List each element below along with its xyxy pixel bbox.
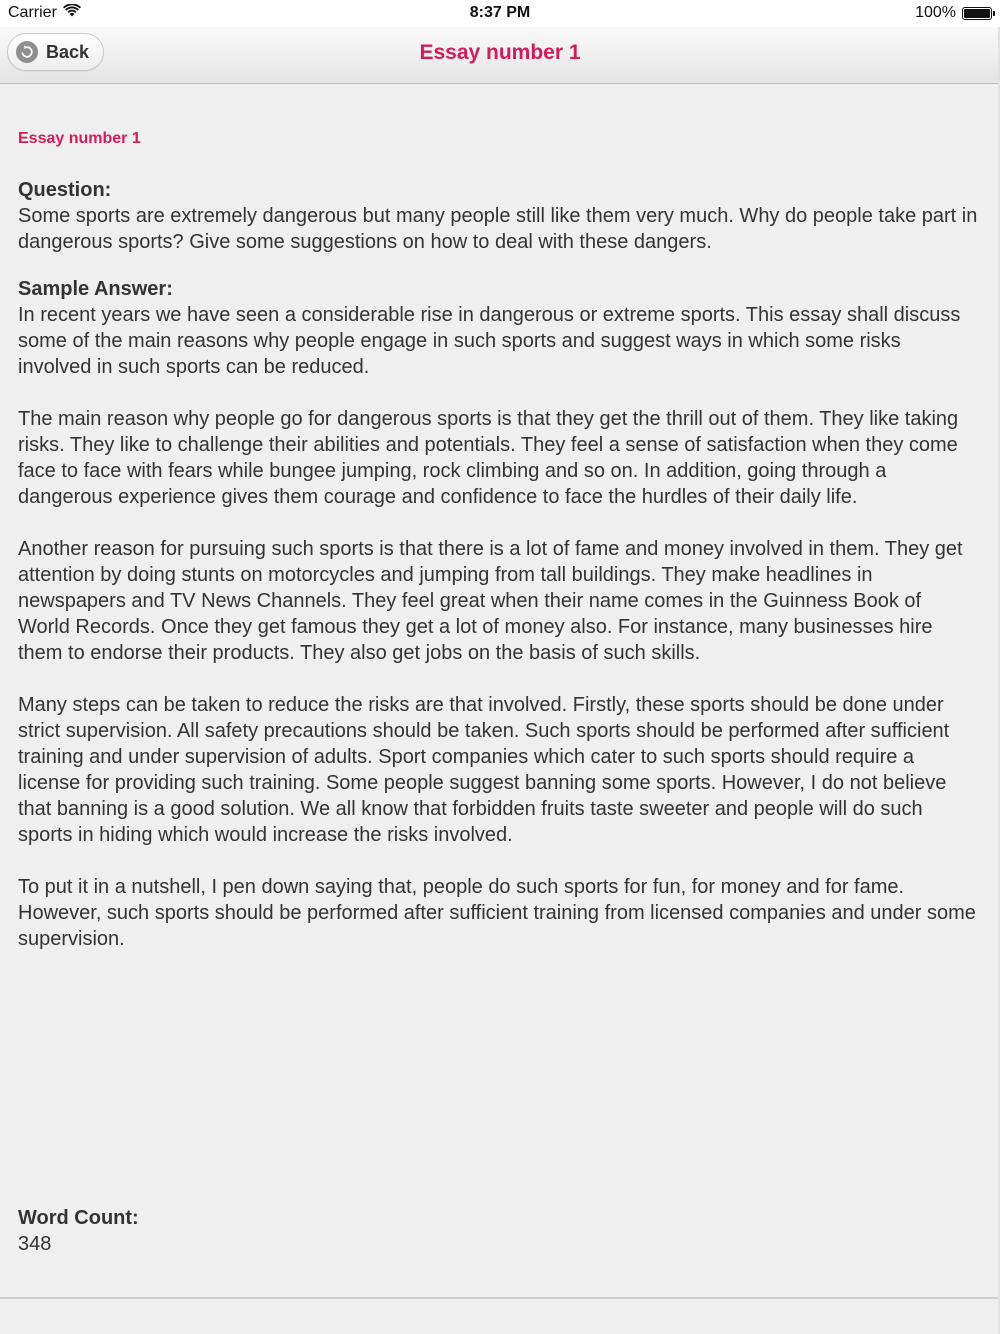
answer-block (18, 276, 978, 952)
battery-percent: 100% (915, 4, 956, 21)
essay-content (18, 130, 978, 978)
navigation-bar (0, 27, 1000, 84)
battery-icon (962, 7, 992, 20)
word-count-heading: Word Count: (18, 1207, 139, 1229)
answer-paragraph: In recent years we have seen a considerable rise in dangerous or extreme sports. This essay shall discuss some of the main reasons why people engage in such sports and suggest ways in which some risks involved in such sports can be reduced. (18, 304, 961, 378)
word-count-value: 348 (18, 1233, 52, 1255)
answer-heading: Sample Answer: (18, 278, 173, 300)
status-right (915, 4, 992, 22)
answer-paragraph: The main reason why people go for dangerous sports is that they get the thrill out of them. They like taking risks. They like to challenge their abilities and potentials. They feel a sense of satisfaction when they come face to face with fears while bungee jumping, rock climbing and so on. In addition, going through a dangerous experience gives them courage and confidence to face the hurdles of their daily life. (18, 408, 959, 508)
page-title: Essay number 1 (419, 41, 581, 64)
question-block (18, 177, 978, 255)
bottom-divider (0, 1297, 1000, 1299)
question-text: Some sports are extremely dangerous but many people still like them very much. Why do people take part in dangerous sports? Give some suggestions on how to deal with these dangers. (18, 205, 978, 253)
answer-paragraph: Another reason for pursuing such sports is that there is a lot of fame and money involved in them. They get attention by doing stunts on motorcycles and jumping from tall buildings. They make headlines in newspapers and TV News Channels. They feel great when their name comes in the Guinness Book of World Records. Once they get famous they get a lot of money also. For instance, many businesses hire them to endorse their products. They also get jobs on the basis of such skills. (18, 538, 963, 664)
answer-paragraph: Many steps can be taken to reduce the risks are that involved. Firstly, these sports should be done under strict supervision. All safety precautions should be taken. Such sports should be performed after sufficient training and under supervision of adults. Sport companies which cater to such sports should require a license for providing such training. Some people suggest banning some sports. However, I do not believe that banning is a good solution. We all know that forbidden fruits taste sweeter and people will do such sports in hiding which would increase the risks involved. (18, 694, 950, 846)
back-button-label: Back (46, 41, 90, 62)
question-heading: Question: (18, 179, 112, 201)
answer-paragraph: To put it in a nutshell, I pen down saying that, people do such sports for fun, for money and for fame. However, such sports should be performed after sufficient training from licensed companies and under some supervision. (18, 876, 976, 950)
essay-subtitle: Essay number 1 (18, 130, 141, 147)
status-time: 8:37 PM (469, 4, 531, 21)
carrier-label: Carrier (8, 4, 57, 21)
word-count-block (18, 1205, 139, 1257)
status-bar (0, 0, 1000, 27)
